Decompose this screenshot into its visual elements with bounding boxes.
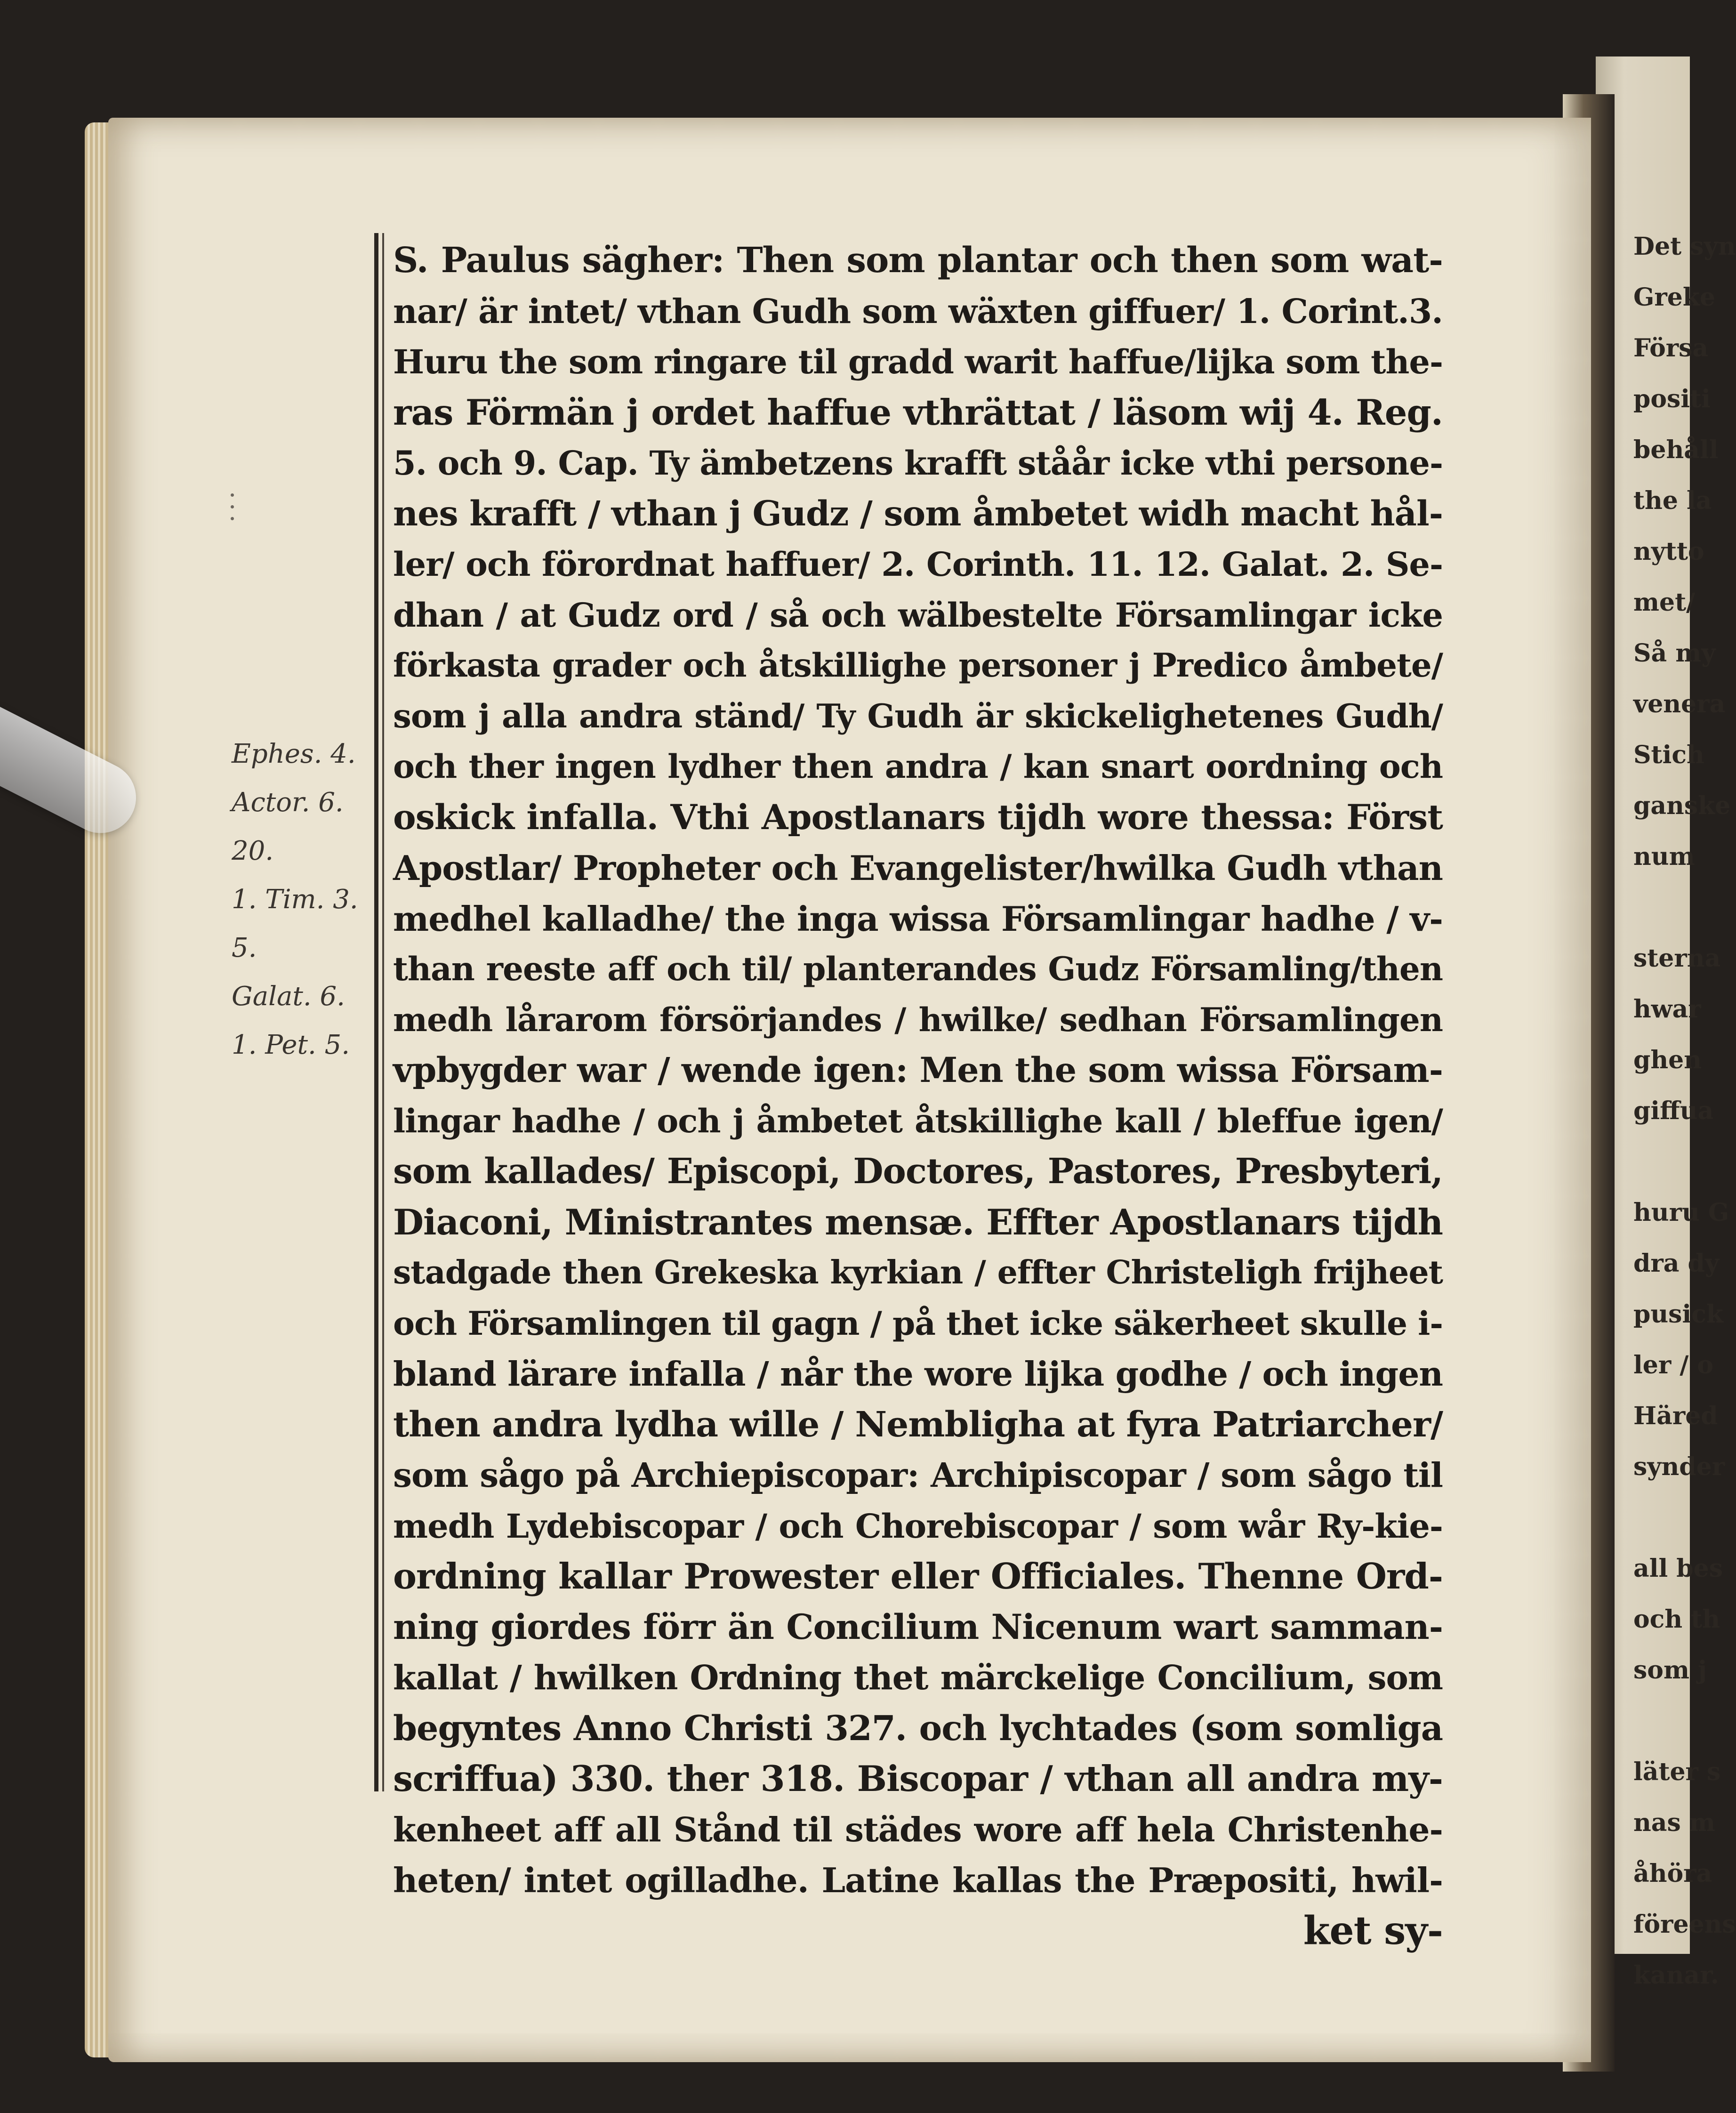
text-line: och Församlingen til gagn / på thet icke säkerheet skulle i- <box>393 1304 1443 1343</box>
facing-page-line: som j <box>1633 1656 1707 1685</box>
text-line: bland lärare infalla / når the wore lijka godhe / och ingen <box>393 1354 1443 1394</box>
text-line: vpbygder war / wende igen: Men the som wissa Försam- <box>393 1050 1443 1090</box>
text-line: then andra lydha wille / Nembligha at fyra Patriarcher/ <box>393 1404 1443 1445</box>
text-line: ket sy- <box>1303 1908 1443 1953</box>
text-line: som j alla andra ständ/ Ty Gudh är skickelighetenes Gudh/ <box>393 697 1443 735</box>
text-line: medh lårarom försörjandes / hwilke/ sedhan Församlingen <box>393 1000 1443 1039</box>
facing-page-line: met/ <box>1633 588 1696 617</box>
margin-note: Galat. 6. <box>232 981 345 1012</box>
facing-page-line: the la <box>1633 486 1712 515</box>
facing-page-line: giffua <box>1633 1097 1714 1125</box>
text-line: 5. och 9. Cap. Ty ämbetzens krafft ståår icke vthi persone- <box>393 444 1443 483</box>
text-line: S. Paulus sägher: Then som plantar och then som wat- <box>393 240 1443 281</box>
facing-page-line: pusick <box>1633 1300 1723 1329</box>
facing-page-line: sterna <box>1633 944 1721 973</box>
facing-page-line: ganske <box>1633 791 1731 820</box>
text-rule-bar <box>374 233 378 1791</box>
text-line: medhel kalladhe/ the inga wissa Församlingar hadhe / v- <box>393 898 1443 939</box>
margin-note: 1. Tim. 3. <box>232 884 358 915</box>
text-line: Diaconi, Ministrantes mensæ. Effter Apostlanars tijdh <box>393 1201 1443 1243</box>
facing-page-line: kanar. <box>1633 1961 1719 1990</box>
text-line: kallat / hwilken Ordning thet märckelige Concilium, som <box>393 1658 1443 1697</box>
main-text-block <box>393 235 1443 1956</box>
facing-page-line: num <box>1633 842 1695 871</box>
text-line: stadgade then Grekeska kyrkian / effter Christeligh frijheet <box>393 1254 1443 1291</box>
facing-page-line: Stich <box>1633 741 1704 769</box>
text-line: ordning kallar Prowester eller Officiales. Thenne Ord- <box>393 1556 1443 1597</box>
facing-page-line: dra dy <box>1633 1249 1720 1278</box>
text-line: begyntes Anno Christi 327. och lychtades (som somliga <box>393 1708 1443 1749</box>
text-line: oskick infalla. Vthi Apostlanars tijdh wore thessa: Först <box>393 797 1443 838</box>
text-line: Huru the som ringare til gradd warit haffue/lijka som the- <box>393 342 1443 381</box>
facing-page-line <box>1633 882 1690 933</box>
margin-note: 20. <box>232 836 274 866</box>
text-line: nes krafft / vthan j Gudz / som åmbetet widh macht hål- <box>393 493 1443 534</box>
facing-page-line <box>1633 1696 1690 1747</box>
text-line: Apostlar/ Propheter och Evangelister/hwilka Gudh vthan <box>393 848 1443 888</box>
margin-note: 1. Pet. 5. <box>232 1030 350 1060</box>
facing-page-line: föreens <box>1633 1910 1736 1939</box>
facing-page-line: huru G <box>1633 1198 1729 1227</box>
margin-note: Actor. 6. <box>232 787 344 818</box>
facing-page-line: nytto <box>1633 537 1704 566</box>
text-line: som sågo på Archiepiscopar: Archipiscopar / som sågo til <box>393 1455 1443 1495</box>
text-line: scriffua) 330. ther 318. Biscopar / vthan all andra my- <box>393 1758 1443 1799</box>
facing-page-line: och th <box>1633 1605 1720 1634</box>
text-line: ras Förmän j ordet haffue vthrättat / läsom wij 4. Reg. <box>393 391 1443 433</box>
text-line: dhan / at Gudz ord / så och wälbestelte Församlingar icke <box>393 595 1443 635</box>
facing-page-line: synder <box>1633 1452 1725 1481</box>
facing-page-line: Häred <box>1633 1402 1718 1430</box>
facing-page-line <box>1633 1137 1690 1187</box>
facing-page-line <box>1633 1492 1690 1543</box>
facing-page-line: positi <box>1633 385 1711 413</box>
facing-page-line: behåll <box>1633 436 1719 464</box>
facing-page-line: ler / o <box>1633 1351 1714 1379</box>
facing-page-line: Greke <box>1633 283 1716 312</box>
margin-note: Ephes. 4. <box>232 739 356 769</box>
margin-notes <box>232 730 363 1069</box>
facing-page-line: hwar <box>1633 995 1701 1024</box>
margin-note: 5. <box>232 933 257 963</box>
margin-dots <box>231 485 240 551</box>
facing-page-line: åhöra <box>1633 1859 1712 1888</box>
facing-page-line: Det syn <box>1633 232 1736 261</box>
facing-page-line: nas m <box>1633 1808 1715 1837</box>
facing-page-line: all bes <box>1633 1554 1723 1583</box>
text-line: ler/ och förordnat haffuer/ 2. Corinth. 11. 12. Galat. 2. Se- <box>393 545 1443 584</box>
facing-page-line: venera <box>1633 690 1726 718</box>
text-line: than reeste aff och til/ planterandes Gudz Församling/then <box>393 950 1443 988</box>
facing-page-line: ghen <box>1633 1046 1702 1074</box>
text-line: kenheet aff all Stånd til städes wore aff hela Christenhe- <box>393 1809 1443 1849</box>
text-line: nar/ är intet/ vthan Gudh som wäxten giffuer/ 1. Corint.3. <box>393 291 1443 331</box>
facing-page-line: Så my <box>1633 639 1716 668</box>
text-line: heten/ intet ogilladhe. Latine kallas the Præpositi, hwil- <box>393 1860 1443 1900</box>
text-line: medh Lydebiscopar / och Chorebiscopar / som wår Ry-kie- <box>393 1506 1443 1546</box>
text-line: förkasta grader och åtskillighe personer j Predico åmbete/ <box>393 646 1443 685</box>
text-rule-bar-thin <box>382 233 384 1791</box>
text-line: ning giordes förr än Concilium Nicenum wart samman- <box>393 1606 1443 1647</box>
facing-page-line: läter s <box>1633 1758 1721 1786</box>
facing-page-line: Försa <box>1633 334 1709 363</box>
text-line: och ther ingen lydher then andra / kan snart oordning och <box>393 748 1443 786</box>
text-line: som kallades/ Episcopi, Doctores, Pastores, Presbyteri, <box>393 1151 1443 1192</box>
text-line: lingar hadhe / och j åmbetet åtskillighe kall / bleffue igen/ <box>393 1102 1443 1140</box>
facing-page-text <box>1633 221 1736 2001</box>
